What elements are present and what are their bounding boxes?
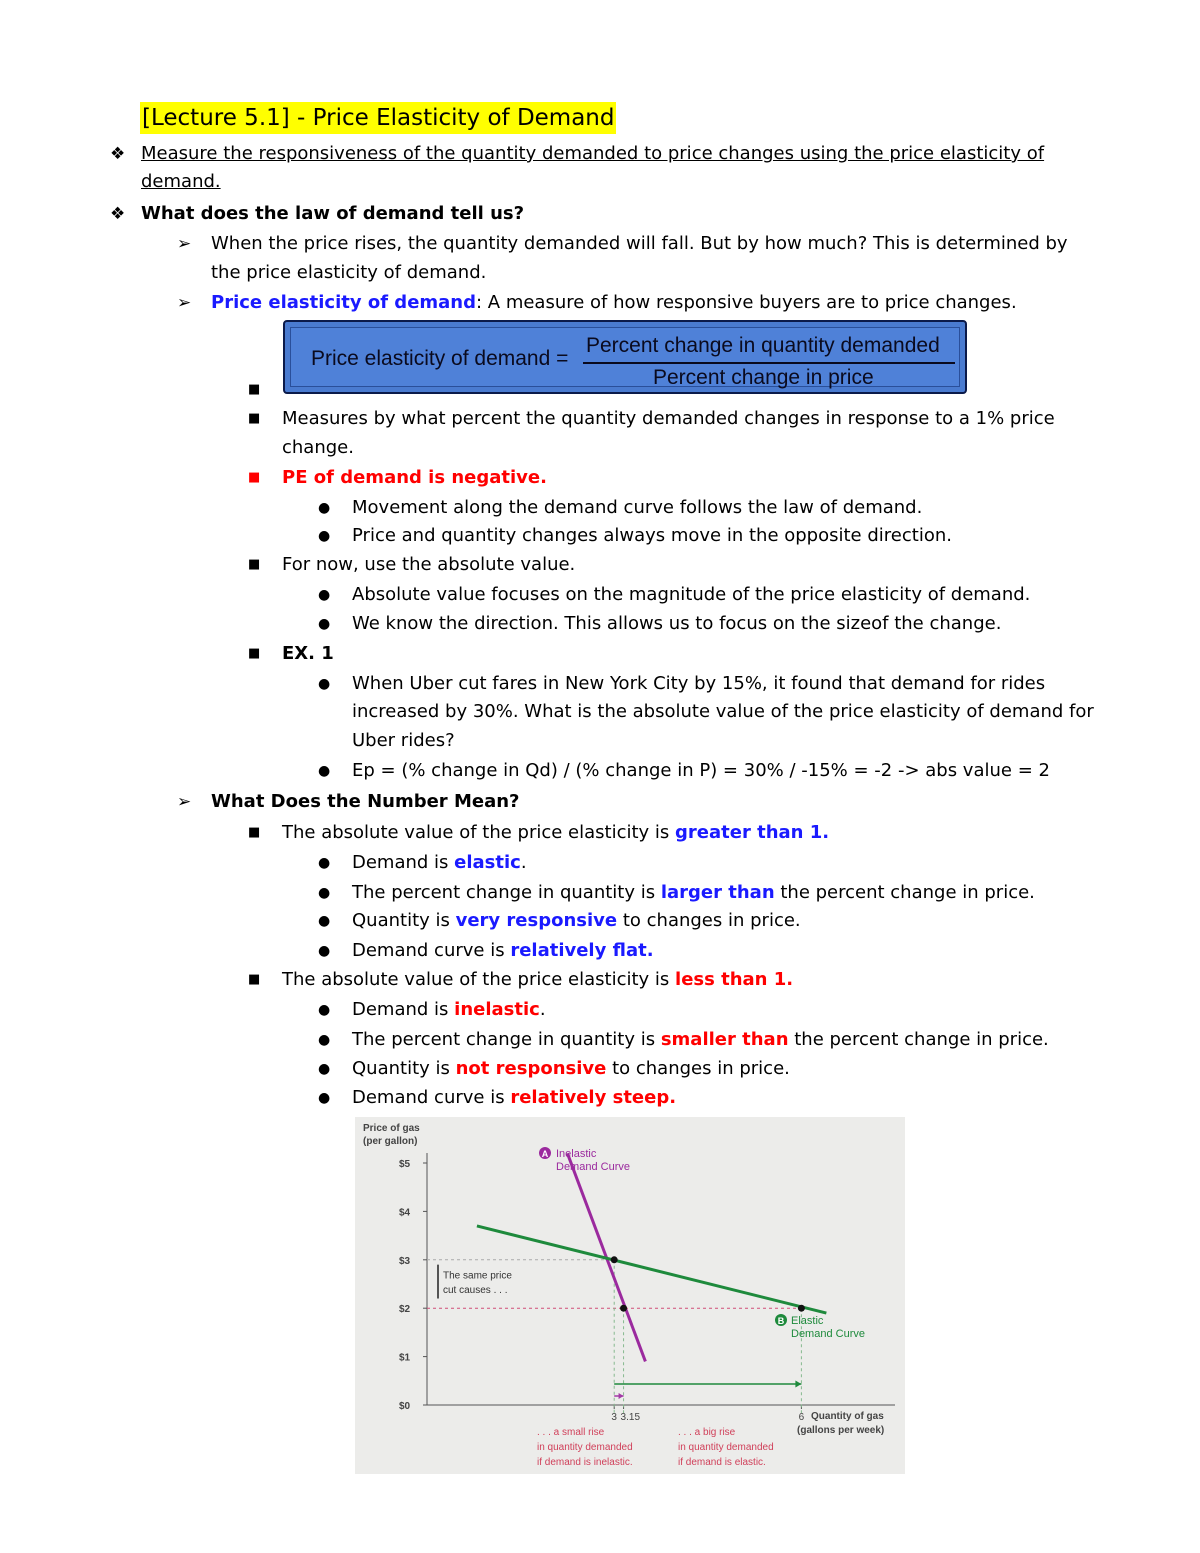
inelastic-text: Demand is [352, 999, 455, 1020]
dot-bullet-icon: ● [318, 528, 331, 544]
law-text-line-1: When the price rises, the quantity demanded will fall. But by how much? This is determined by [211, 233, 1068, 254]
square-bullet-icon: ■ [248, 411, 261, 426]
definition-line [211, 289, 1017, 317]
elastic-demand-curve [477, 1226, 826, 1313]
square-bullet-icon: ■ [248, 646, 261, 661]
measures-line-2: change. [282, 437, 354, 458]
dot-bullet-icon: ● [318, 676, 331, 692]
square-bullet-icon: ■ [248, 382, 261, 397]
elastic-note: in quantity demanded [678, 1442, 774, 1453]
badge-a-letter: A [541, 1149, 549, 1159]
arrow-bullet-icon: ➢ [177, 293, 192, 313]
not-text: Quantity is [352, 1058, 456, 1079]
dot-bullet-icon: ● [318, 500, 331, 516]
flat-line [352, 937, 654, 965]
objective-line-1: Measure the responsiveness of the quantity demanded to price changes using the price elasticity of [141, 143, 1045, 164]
dot-bullet-icon: ● [318, 913, 331, 929]
larger-rest: the percent change in price. [774, 882, 1035, 903]
less-text: The absolute value of the price elasticity is [282, 969, 676, 990]
square-bullet-icon: ■ [248, 825, 261, 840]
elastic-line [352, 849, 527, 877]
steep-highlight: relatively steep. [510, 1087, 677, 1108]
uber-line-1: When Uber cut fares in New York City by 15%, it found that demand for rides [352, 673, 1046, 694]
x-tick-label: 6 [798, 1412, 805, 1423]
x-axis-label: Quantity of gas [811, 1411, 884, 1422]
data-point [611, 1256, 618, 1263]
formula-fraction-bar [583, 362, 955, 364]
heading-law-of-demand: What does the law of demand tell us? [141, 203, 525, 224]
inelastic-highlight: inelastic [454, 999, 540, 1020]
dot-bullet-icon: ● [318, 1090, 331, 1106]
diamond-bullet-icon: ❖ [110, 204, 126, 224]
dot-bullet-icon: ● [318, 855, 331, 871]
smaller-line [352, 1026, 1049, 1054]
formula-denominator: Percent change in price [653, 366, 874, 389]
direction-line: We know the direction. This allows us to focus on the sizeof the change. [352, 613, 1002, 634]
elastic-highlight: elastic [454, 852, 521, 873]
y-tick-label: $5 [399, 1159, 411, 1170]
x-axis-label: (gallons per week) [797, 1425, 885, 1436]
less-than-one-line [282, 966, 793, 994]
arrow-bullet-icon: ➢ [177, 792, 192, 812]
inelastic-period: . [539, 999, 546, 1020]
absolute-value-line: For now, use the absolute value. [282, 554, 576, 575]
smaller-rest: the percent change in price. [788, 1029, 1049, 1050]
negative-note: PE of demand is negative. [282, 467, 547, 488]
definition-text: : A measure of how responsive buyers are to price changes. [476, 292, 1017, 313]
y-axis-label: Price of gas [363, 1123, 420, 1134]
data-point [798, 1305, 805, 1312]
inelastic-note: in quantity demanded [537, 1442, 633, 1453]
dot-bullet-icon: ● [318, 1032, 331, 1048]
y-tick-label: $3 [399, 1255, 411, 1267]
elastic-period: . [520, 852, 527, 873]
arrow-bullet-icon: ➢ [177, 234, 192, 254]
example-heading: EX. 1 [282, 643, 334, 664]
dot-bullet-icon: ● [318, 1061, 331, 1077]
square-bullet-icon: ■ [248, 972, 261, 987]
inelastic-line [352, 996, 546, 1024]
small-rise-arrowhead [619, 1393, 624, 1399]
greater-than-one-line [282, 819, 829, 847]
flat-highlight: relatively flat. [510, 940, 654, 961]
steep-line [352, 1084, 676, 1112]
inelastic-curve-label: Inelastic [556, 1148, 597, 1160]
dot-bullet-icon: ● [318, 763, 331, 779]
very-highlight: very responsive [455, 910, 618, 931]
dot-bullet-icon: ● [318, 1002, 331, 1018]
elastic-note: if demand is elastic. [678, 1457, 766, 1468]
larger-highlight: larger than [660, 882, 775, 903]
not-rest: to changes in price. [606, 1058, 790, 1079]
data-point [620, 1305, 627, 1312]
elastic-curve-label: Elastic [791, 1315, 824, 1327]
elastic-curve-label: Demand Curve [791, 1328, 865, 1340]
steep-text: Demand curve is [352, 1087, 511, 1108]
very-rest: to changes in price. [617, 910, 801, 931]
inelastic-note: . . . a small rise [537, 1427, 605, 1438]
objective-line-2: demand. [141, 171, 221, 192]
smaller-highlight: smaller than [660, 1029, 789, 1050]
larger-line [352, 879, 1035, 907]
chart-svg [355, 1117, 905, 1474]
uber-line-3: Uber rides? [352, 730, 455, 751]
not-responsive-line [352, 1055, 790, 1083]
price-cut-note: cut causes . . . [443, 1284, 508, 1296]
magnitude-line: Absolute value focuses on the magnitude of the price elasticity of demand. [352, 584, 1031, 605]
greater-highlight: greater than 1. [675, 822, 830, 843]
y-tick-label: $1 [399, 1352, 411, 1364]
x-tick-label: 3.15 [620, 1412, 641, 1423]
movement-line: Movement along the demand curve follows the law of demand. [352, 497, 923, 518]
inelastic-note: if demand is inelastic. [537, 1457, 633, 1468]
smaller-text: The percent change in quantity is [352, 1029, 661, 1050]
flat-text: Demand curve is [352, 940, 511, 961]
dot-bullet-icon: ● [318, 616, 331, 632]
dot-bullet-icon: ● [318, 587, 331, 603]
formula-left: Price elasticity of demand = [311, 347, 569, 370]
x-tick-label: 3 [611, 1412, 617, 1423]
square-bullet-icon: ■ [248, 470, 261, 485]
y-tick-label: $0 [399, 1401, 411, 1412]
y-axis-label: (per gallon) [363, 1136, 418, 1147]
heading-number-meaning: What Does the Number Mean? [211, 791, 520, 812]
opposite-direction-line: Price and quantity changes always move in the opposite direction. [352, 525, 952, 546]
badge-b-letter: B [777, 1316, 785, 1326]
elasticity-chart [355, 1117, 905, 1474]
square-bullet-icon: ■ [248, 557, 261, 572]
y-tick-label: $4 [399, 1207, 411, 1219]
dot-bullet-icon: ● [318, 885, 331, 901]
larger-text: The percent change in quantity is [352, 882, 661, 903]
elastic-note: . . . a big rise [678, 1427, 736, 1438]
y-tick-label: $2 [399, 1304, 411, 1316]
page-title: [Lecture 5.1] - Price Elasticity of Demand [140, 102, 616, 134]
measures-line-1: Measures by what percent the quantity demanded changes in response to a 1% price [282, 408, 1055, 429]
definition-term: Price elasticity of demand [211, 292, 476, 313]
formula-image [283, 320, 967, 394]
formula-numerator: Percent change in quantity demanded [586, 334, 940, 357]
price-cut-note: The same price [443, 1270, 512, 1282]
uber-line-2: increased by 30%. What is the absolute value of the price elasticity of demand for [352, 701, 1094, 722]
not-highlight: not responsive [455, 1058, 607, 1079]
very-text: Quantity is [352, 910, 456, 931]
elastic-text: Demand is [352, 852, 455, 873]
dot-bullet-icon: ● [318, 943, 331, 959]
less-highlight: less than 1. [675, 969, 794, 990]
very-responsive-line [352, 907, 801, 935]
formula-panel [290, 327, 960, 387]
law-text-line-2: the price elasticity of demand. [211, 262, 487, 283]
big-rise-arrowhead [795, 1381, 801, 1388]
diamond-bullet-icon: ❖ [110, 144, 126, 164]
ep-calculation: Ep = (% change in Qd) / (% change in P) = 30% / -15% = -2 -> abs value = 2 [352, 760, 1050, 781]
inelastic-curve-label: Demand Curve [556, 1161, 630, 1173]
greater-text: The absolute value of the price elasticity is [282, 822, 676, 843]
